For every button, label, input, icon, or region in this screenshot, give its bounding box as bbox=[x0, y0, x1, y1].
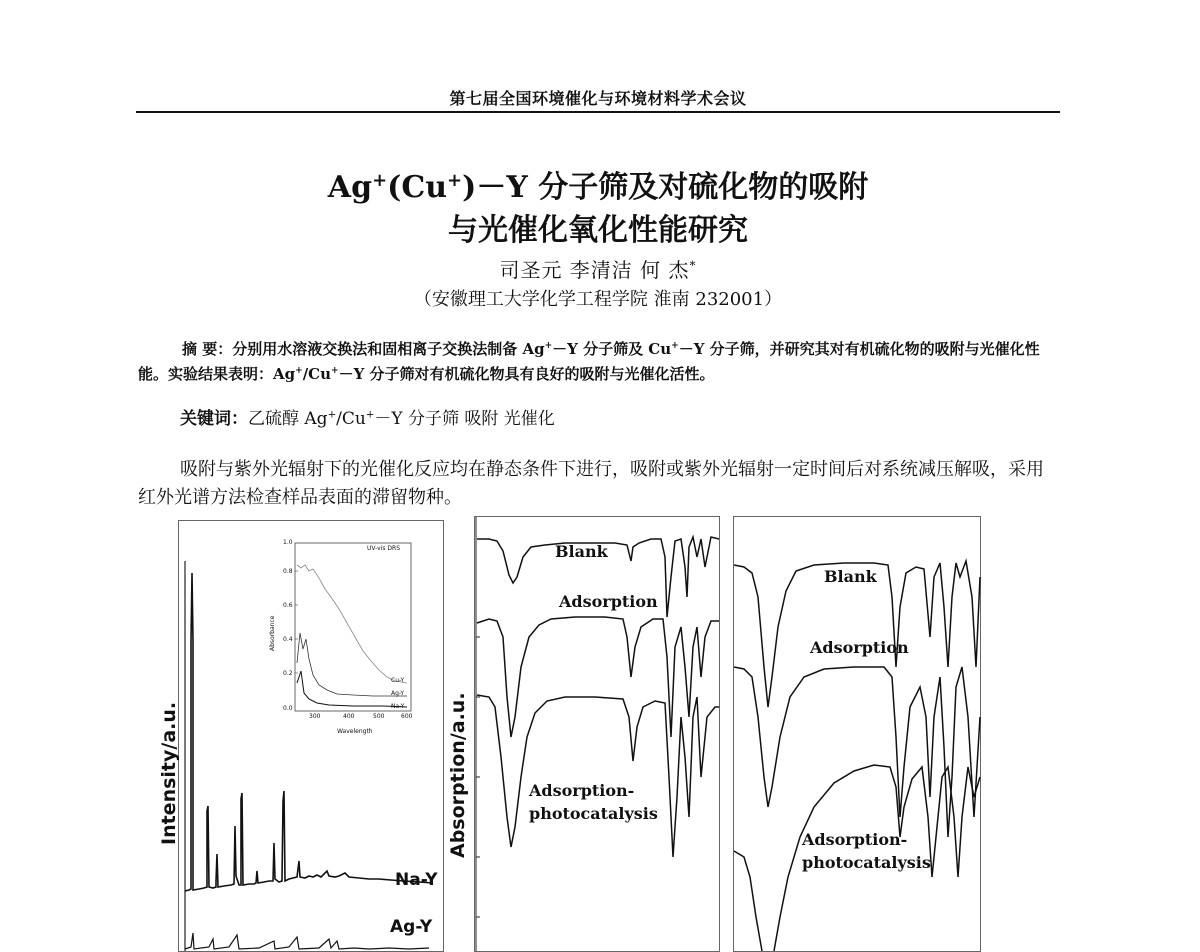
uvvis-ytick-1: 0.8 bbox=[283, 568, 293, 575]
uvvis-xtick-400: 400 bbox=[343, 713, 355, 720]
uvvis-legend-cu-y: Cu-Y bbox=[391, 677, 405, 684]
figure-ir-ag bbox=[474, 516, 720, 952]
uvvis-xtick-600: 600 bbox=[401, 713, 413, 720]
uvvis-legend-ag-y: Ag-Y bbox=[391, 690, 405, 697]
ir-cu-label-adsorption: Adsorption bbox=[810, 638, 909, 657]
uvvis-ytick-2: 0.6 bbox=[283, 602, 293, 609]
uvvis-ytick-4: 0.2 bbox=[283, 670, 293, 677]
xrd-ylabel: Intensity/a.u. bbox=[158, 701, 180, 845]
running-header: 第七届全国环境催化与环境材料学术会议 bbox=[449, 89, 747, 108]
figure-ir-cu bbox=[733, 516, 981, 952]
corresponding-mark: * bbox=[689, 258, 697, 273]
abstract-label: 摘 要： bbox=[182, 340, 233, 358]
ir-ag-label-photo-1: Adsorption- bbox=[529, 781, 635, 800]
keywords-label: 关键词： bbox=[180, 409, 248, 429]
uvvis-title: UV-vis DRS bbox=[367, 545, 400, 552]
uvvis-ytick-0: 1.0 bbox=[283, 539, 293, 546]
uvvis-curve-cu-y bbox=[297, 565, 407, 683]
ir-ag-label-adsorption: Adsorption bbox=[559, 592, 658, 611]
uvvis-xlabel: Wavelength bbox=[337, 728, 373, 735]
uvvis-ytick-5: 0.0 bbox=[283, 705, 293, 712]
ir-ag-ylabel: Absorption/a.u. bbox=[447, 692, 469, 858]
keywords: 关键词：乙硫醇 Ag+/Cu+－Y 分子筛 吸附 光催化 bbox=[180, 409, 555, 429]
paper-title-line1: Ag+(Cu+)－Y 分子筛及对硫化物的吸附 bbox=[327, 170, 869, 205]
ir-ag-curve-adsorption bbox=[477, 617, 719, 737]
paper-title-line2: 与光催化氧化性能研究 bbox=[448, 213, 748, 248]
header-rule bbox=[136, 111, 1060, 113]
ir-ag-label-photo-2: photocatalysis bbox=[529, 804, 658, 823]
xrd-label-na-y: Na-Y bbox=[395, 870, 438, 890]
uvvis-legend-na-y: Na-Y bbox=[391, 703, 405, 710]
ir-ag-curve-photocatalysis bbox=[477, 695, 719, 857]
figure-xrd bbox=[158, 520, 444, 952]
ir-ag-plot bbox=[475, 517, 719, 951]
ir-cu-label-blank: Blank bbox=[824, 567, 877, 586]
body-paragraph: 吸附与紫外光辐射下的光催化反应均在静态条件下进行，吸附或紫外光辐射一定时间后对系统减压解吸，采用红外光谱方法检查样品表面的滞留物种。 bbox=[138, 459, 1044, 508]
abstract: 摘 要：分别用水溶液交换法和固相离子交换法制备 Ag+－Y 分子筛及 Cu+－Y 分子筛，并研究其对有机硫化物的吸附与光催化性能。实验结果表明：Ag+/Cu+－Y 分子筛对有机硫化物具有良好的吸附与光催化活性。 bbox=[138, 340, 1040, 383]
ir-cu-curve-adsorption bbox=[734, 667, 980, 837]
authors: 司圣元 李清洁 何 杰* bbox=[499, 258, 697, 282]
affiliation: （安徽理工大学化学工程学院 淮南 232001） bbox=[413, 289, 783, 310]
ir-ag-label-blank: Blank bbox=[555, 542, 608, 561]
xrd-label-ag-y: Ag-Y bbox=[390, 917, 433, 937]
uvvis-xtick-300: 300 bbox=[309, 713, 321, 720]
ir-cu-label-photo-2: photocatalysis bbox=[802, 853, 931, 872]
uvvis-xtick-500: 500 bbox=[373, 713, 385, 720]
uvvis-ytick-3: 0.4 bbox=[283, 636, 293, 643]
uvvis-ylabel: Absorbance bbox=[269, 615, 276, 651]
uvvis-curve-ag-y bbox=[297, 633, 407, 696]
uvvis-inset bbox=[269, 539, 421, 720]
ir-cu-label-photo-1: Adsorption- bbox=[802, 830, 908, 849]
